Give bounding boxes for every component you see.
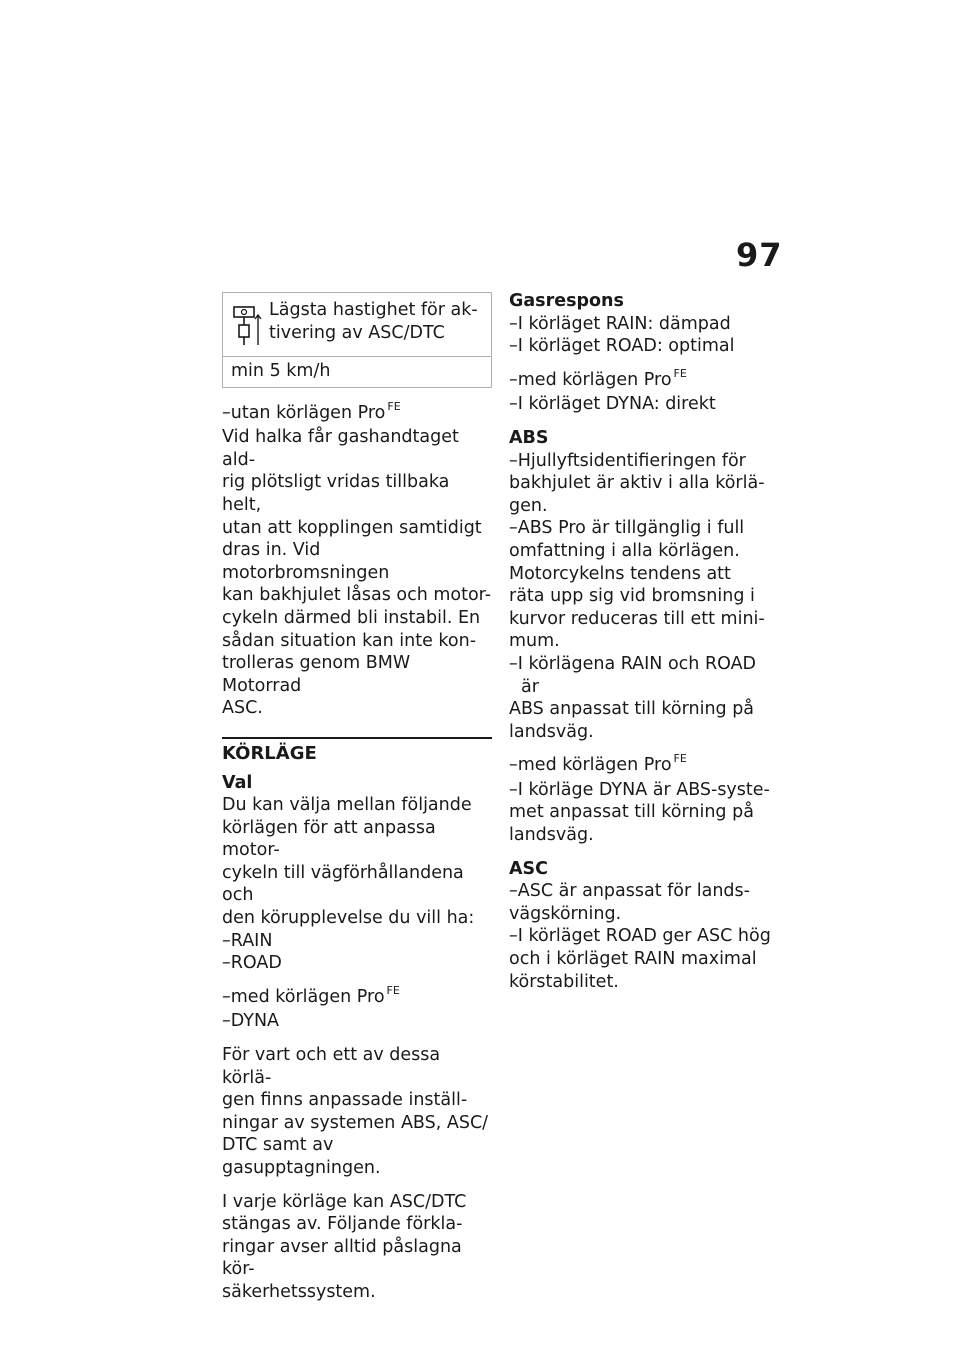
list-item: –I körläget RAIN: dämpad: [509, 313, 731, 334]
pro-superscript: FE: [387, 399, 401, 413]
pro-note: [509, 366, 779, 394]
text-line: –I körläget ROAD ger ASC hög: [509, 926, 771, 947]
pro-note-text: –med körlägen Pro: [222, 986, 385, 1007]
list-item: [509, 450, 779, 518]
text-line: I varje körläge kan ASC/DTC: [222, 1191, 467, 1212]
section-divider: [222, 737, 492, 766]
text-line: Motorcykelns tendens att: [509, 563, 731, 584]
text-line: körlägen för att anpassa motor-: [222, 817, 436, 861]
settings-paragraph: [222, 1044, 492, 1180]
text-line: gen finns anpassade inställ-: [222, 1090, 468, 1111]
spec-box: [222, 292, 492, 388]
text-line: trolleras genom BMW Motorrad: [222, 653, 411, 696]
subsection-title: Val: [222, 772, 253, 793]
text-line: omfattning i alla körlägen.: [509, 540, 740, 561]
pro-note: [509, 754, 779, 779]
asc-off-paragraph: [222, 1191, 492, 1304]
text-line: säkerhetssystem.: [222, 1281, 376, 1302]
spec-label-line: tivering av ASC/DTC: [269, 322, 445, 343]
spec-header: [223, 293, 491, 356]
text-line: och i körläget RAIN maximal: [509, 949, 757, 970]
text-line: ringar avser alltid påslagna kör-: [222, 1236, 462, 1280]
text-line: DTC samt av gasupptagningen.: [222, 1135, 381, 1178]
pro-superscript: FE: [386, 983, 400, 997]
pro-note: [222, 983, 492, 1011]
text-line: den körupplevelse du vill ha:: [222, 908, 475, 929]
abs-title: ABS: [509, 427, 549, 448]
text-line: –ASC är anpassat för lands-: [509, 881, 750, 902]
pro-note: [222, 399, 492, 427]
list-item: [509, 880, 779, 925]
gas-title: Gasrespons: [509, 291, 624, 311]
text-line: Vid halka får gashandtaget ald-: [222, 427, 459, 470]
text-line: Du kan välja mellan följande: [222, 795, 472, 816]
text-line: ABS anpassat till körning på: [509, 699, 755, 720]
text-line: utan att kopplingen samtidigt: [222, 517, 482, 538]
text-line: bakhjulet är aktiv i alla körlä-: [509, 473, 765, 494]
spec-label: [263, 299, 478, 349]
list-item: –DYNA: [222, 1011, 280, 1032]
text-line: –I körläge DYNA är ABS-syste-: [509, 779, 770, 800]
warning-paragraph: [222, 426, 492, 720]
list-item: [509, 653, 779, 743]
list-item: [509, 925, 779, 993]
pro-superscript: FE: [673, 752, 687, 766]
intro-paragraph: [222, 794, 492, 930]
text-line: kan bakhjulet låsas och motor-: [222, 585, 492, 606]
text-line: räta upp sig vid bromsning i: [509, 586, 755, 607]
text-line: vägskörning.: [509, 903, 622, 924]
list-item: [509, 517, 779, 653]
left-column: [222, 292, 492, 1304]
list-item: –I körläget DYNA: direkt: [509, 394, 716, 415]
page-number: 97: [736, 236, 783, 274]
text-line: cykeln därmed bli instabil. En: [222, 607, 481, 628]
section-title: KÖRLÄGE: [222, 742, 317, 764]
text-line: kurvor reduceras till ett mini-: [509, 608, 765, 629]
text-line: sådan situation kan inte kon-: [222, 630, 477, 651]
text-line: gen.: [509, 495, 548, 516]
speed-gauge-icon: [231, 305, 263, 349]
text-line: –ABS Pro är tillgänglig i full: [509, 518, 745, 539]
text-line: –Hjullyftsidentifieringen för: [509, 450, 746, 471]
text-line: För vart och ett av dessa körlä-: [222, 1045, 441, 1088]
text-line: rig plötsligt vridas tillbaka helt,: [222, 472, 450, 515]
list-item: –RAIN: [222, 930, 273, 951]
spec-value: min 5 km/h: [223, 356, 491, 387]
text-line: ASC.: [222, 698, 263, 719]
text-line: ningar av systemen ABS, ASC/: [222, 1112, 489, 1133]
text-line: körstabilitet.: [509, 971, 619, 992]
pro-note-text: –med körlägen Pro: [509, 369, 672, 390]
text-line: met anpassat till körning på: [509, 802, 754, 823]
pro-note-text: –med körlägen Pro: [509, 755, 672, 776]
right-column: [509, 290, 779, 993]
pro-superscript: FE: [673, 366, 687, 380]
text-line: stängas av. Följande förkla-: [222, 1214, 463, 1235]
text-line: mum.: [509, 631, 560, 652]
text-line: landsväg.: [509, 825, 594, 846]
text-line: cykeln till vägförhållandena och: [222, 862, 464, 906]
list-item: [509, 779, 779, 847]
text-line: –I körlägena RAIN och ROAD är: [509, 653, 757, 697]
list-item: –ROAD: [222, 953, 282, 974]
text-line: dras in. Vid motorbromsningen: [222, 540, 390, 583]
pro-note-text: –utan körlägen Pro: [222, 402, 386, 423]
spec-label-line: Lägsta hastighet för ak-: [269, 300, 478, 320]
list-item: –I körläget ROAD: optimal: [509, 336, 735, 357]
text-line: landsväg.: [509, 721, 594, 742]
asc-title: ASC: [509, 858, 548, 879]
